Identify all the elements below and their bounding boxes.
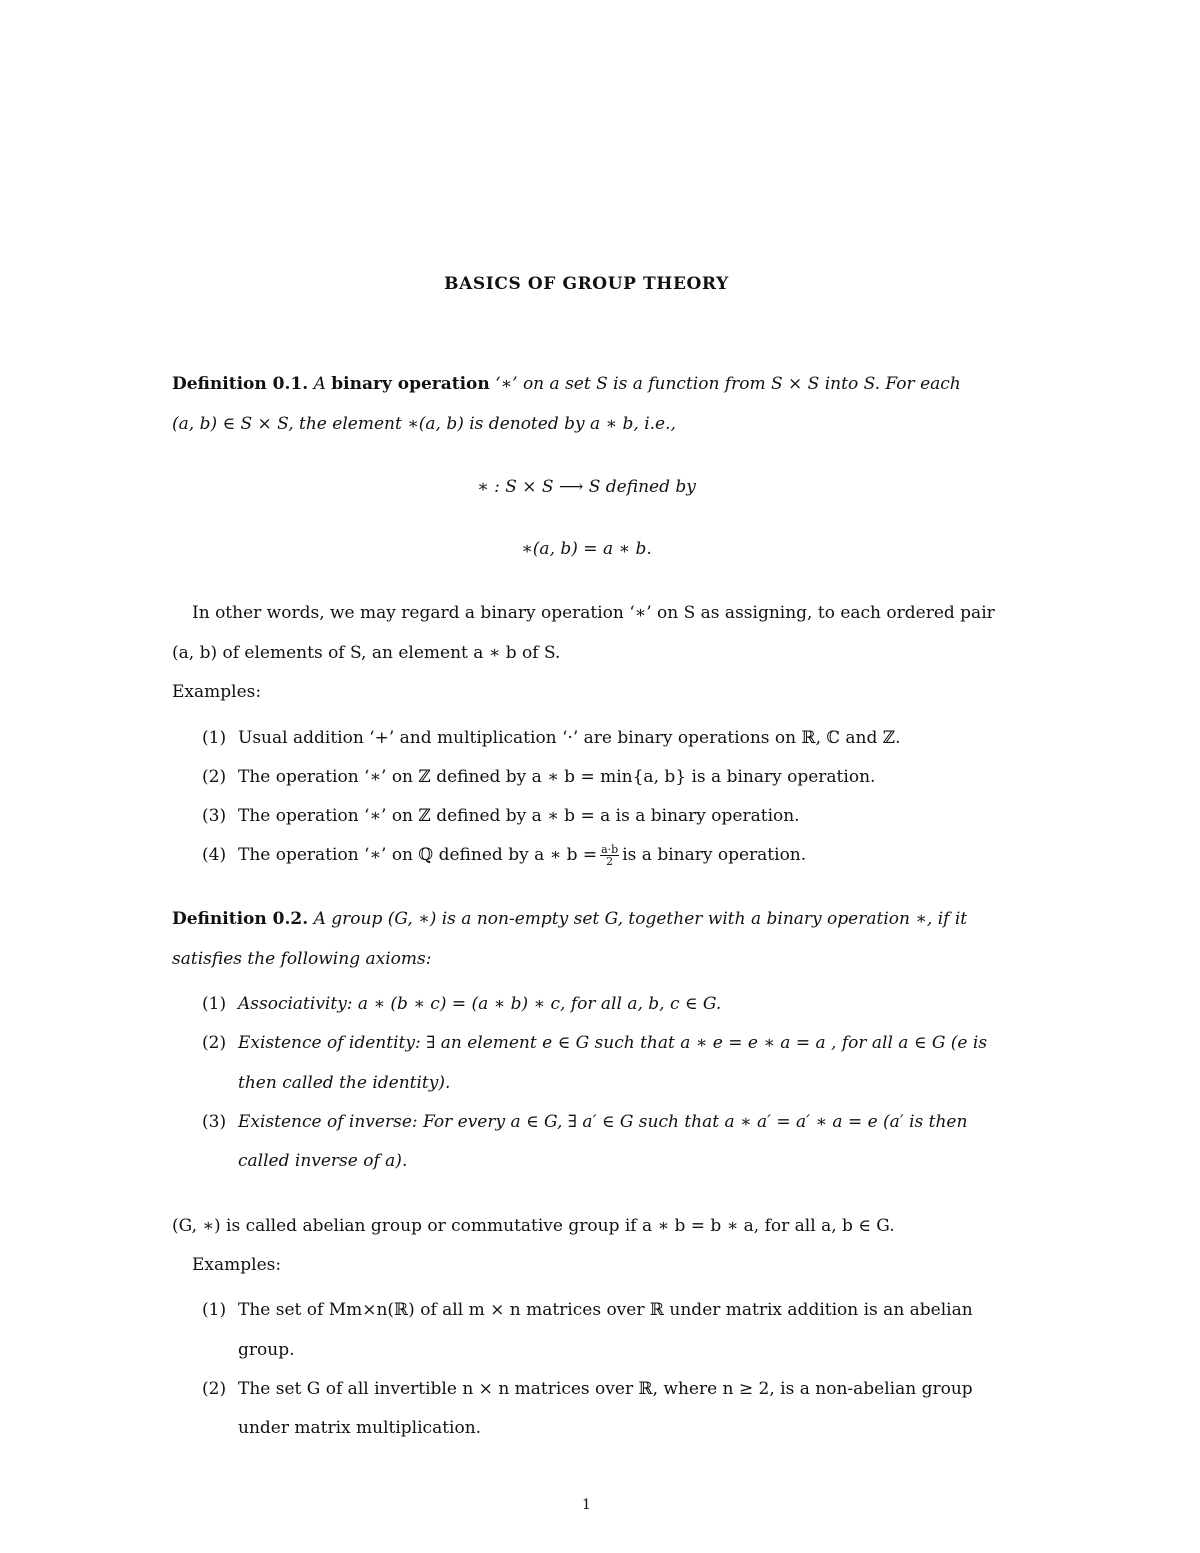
item-text: Usual addition ‘+’ and multiplication ‘·’ are binary operations on ℝ, ℂ and ℤ. [238, 728, 901, 748]
definition-1-line-1 [172, 374, 1006, 394]
page-title: BASICS OF GROUP THEORY [444, 274, 729, 294]
abelian-definition: (G, ∗) is called abelian group or commutative group if a ∗ b = b ∗ a, for all a, b ∈ G. [172, 1216, 895, 1236]
fraction-numerator: a·b [601, 843, 619, 856]
item-text: The operation ‘∗’ on ℤ defined by a ∗ b = a is a binary operation. [238, 806, 800, 826]
item-number: (4) [202, 845, 227, 865]
axiom-number: (2) [202, 1033, 227, 1053]
item-text: The operation ‘∗’ on ℤ defined by a ∗ b = min{a, b} is a binary operation. [238, 767, 876, 787]
definition-1-term: binary operation [331, 374, 490, 394]
example-2-item-1-continued: group. [238, 1340, 295, 1360]
item-number: (2) [202, 767, 227, 787]
item-text: The set of Mm×n(ℝ) of all m × n matrices over ℝ under matrix addition is an abelian [238, 1300, 973, 1320]
definition-1-text-b: ‘∗’ on a set S is a function from S × S into S. For each [495, 374, 961, 394]
axiom-number: (1) [202, 994, 227, 1014]
axiom-3 [202, 1112, 967, 1132]
item-number: (2) [202, 1379, 227, 1399]
remark-line-2: (a, b) of elements of S, an element a ∗ b of S. [172, 643, 561, 663]
example-1-item-2 [202, 767, 875, 787]
example-2-item-1 [202, 1300, 973, 1320]
example-1-item-4 [202, 844, 806, 867]
examples-heading-2: Examples: [192, 1255, 282, 1275]
axiom-1 [202, 994, 721, 1014]
definition-2-line-2: satisfies the following axioms: [172, 949, 432, 969]
examples-heading-1: Examples: [172, 682, 262, 702]
definition-1-label: Definition 0.1. [172, 374, 309, 394]
fraction [600, 844, 619, 867]
axiom-2-continued: then called the identity). [238, 1073, 451, 1093]
item-number: (1) [202, 728, 227, 748]
page-number: 1 [582, 1497, 591, 1513]
example-1-item-1 [202, 728, 901, 748]
definition-1-line-2: (a, b) ∈ S × S, the element ∗(a, b) is denoted by a ∗ b, i.e., [172, 414, 676, 434]
example-1-item-3 [202, 806, 800, 826]
remark-line-1: In other words, we may regard a binary operation ‘∗’ on S as assigning, to each ordered pair [192, 603, 995, 623]
example-2-item-2 [202, 1379, 973, 1399]
definition-1-equation-1: ∗ : S × S ⟶ S defined by [477, 477, 696, 497]
item-text: The set G of all invertible n × n matrices over ℝ, where n ≥ 2, is a non-abelian group [238, 1379, 973, 1399]
example-2-item-2-continued: under matrix multiplication. [238, 1418, 482, 1438]
axiom-number: (3) [202, 1112, 227, 1132]
item-number: (3) [202, 806, 227, 826]
axiom-3-continued: called inverse of a). [238, 1151, 408, 1171]
definition-1-equation-2: ∗(a, b) = a ∗ b. [521, 539, 652, 559]
fraction-denominator: 2 [606, 855, 614, 868]
definition-1-text-a: A [313, 374, 326, 394]
item-text-a: The operation ‘∗’ on ℚ defined by a ∗ b = [238, 845, 598, 865]
item-number: (1) [202, 1300, 227, 1320]
axiom-2 [202, 1033, 987, 1053]
item-text-b: is a binary operation. [622, 845, 807, 865]
definition-2-label: Definition 0.2. [172, 909, 309, 929]
axiom-text: Associativity: a ∗ (b ∗ c) = (a ∗ b) ∗ c, for all a, b, c ∈ G. [238, 994, 722, 1014]
definition-2-line-1 [172, 909, 1006, 929]
definition-2-text: A group (G, ∗) is a non-empty set G, together with a binary operation ∗, if it [313, 909, 968, 929]
axiom-text: Existence of inverse: For every a ∈ G, ∃ a′ ∈ G such that a ∗ a′ = a′ ∗ a = e (a′ is then [238, 1112, 968, 1132]
axiom-text: Existence of identity: ∃ an element e ∈ G such that a ∗ e = e ∗ a = a , for all a ∈ G (e is [238, 1033, 988, 1053]
